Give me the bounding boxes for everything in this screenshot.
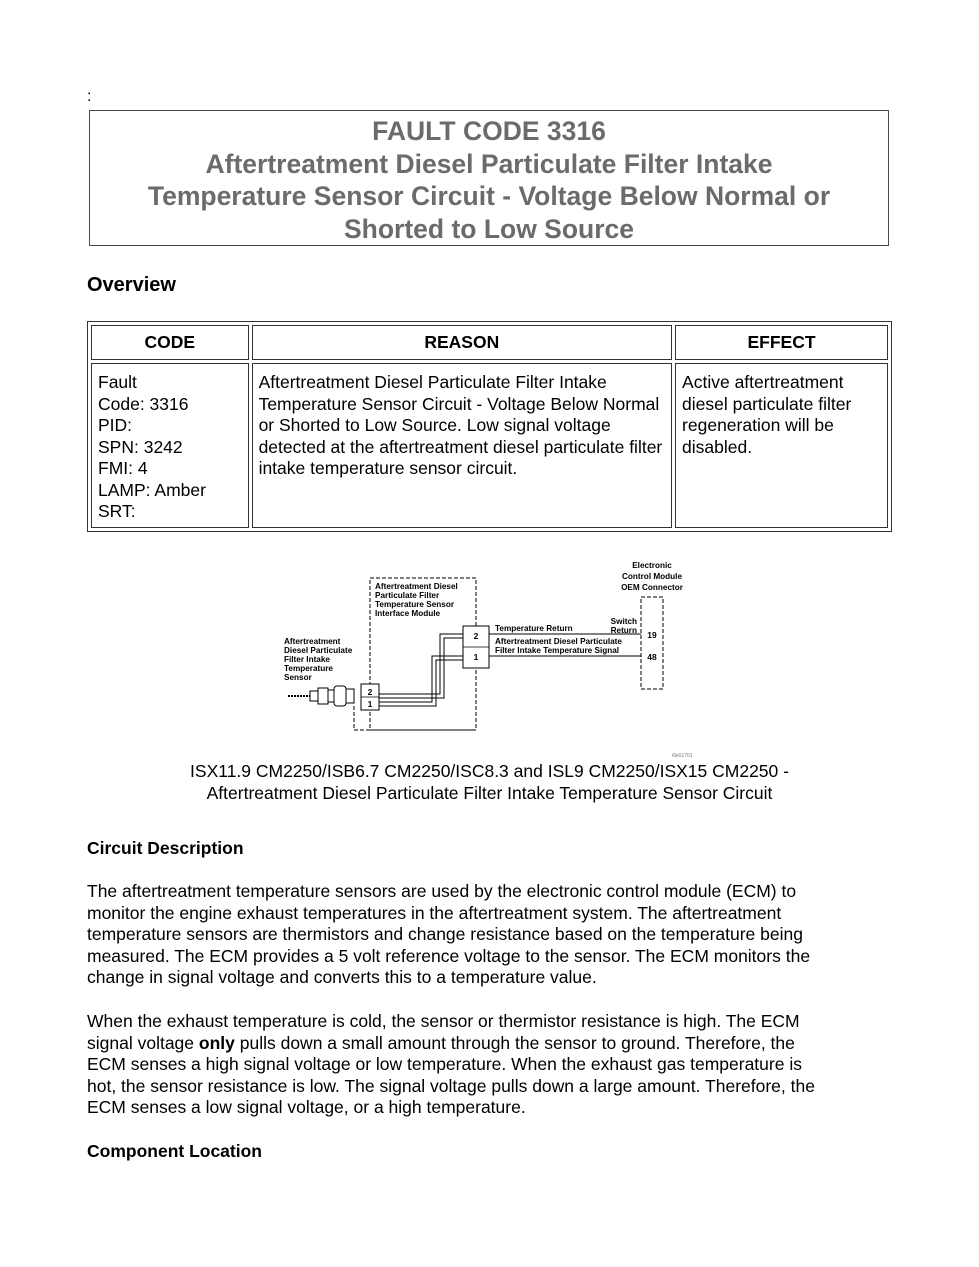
temperature-sensor-icon [288, 686, 354, 706]
paragraph-line: ECM senses a high signal voltage or low temperature. When the exhaust gas temperature is [87, 1054, 802, 1075]
paragraph-line: measured. The ECM provides a 5 volt reference voltage to the sensor. The ECM monitors the [87, 945, 811, 966]
paragraph-line: monitor the engine exhaust temperatures in the aftertreatment system. The aftertreatment [87, 902, 782, 923]
paragraph-line: The aftertreatment temperature sensors are used by the electronic control module (ECM) to [87, 881, 797, 901]
paragraph-line: temperature sensors are thermistors and change resistance based on the temperature being [87, 924, 803, 945]
code-line: Code: 3316 [98, 393, 189, 414]
sensor-pin-2: 2 [367, 687, 373, 697]
title-line: Temperature Sensor Circuit - Voltage Below Normal or [147, 181, 831, 211]
caption-line: Aftertreatment Diesel Particulate Filter Intake Temperature Sensor Circuit [206, 783, 773, 803]
module-label-line: Interface Module [375, 609, 441, 618]
sensor-label-line: Aftertreatment [284, 637, 341, 646]
signal-label-line: Filter Intake Temperature Signal [495, 646, 620, 655]
paragraph-line: change in signal voltage and converts this to a temperature value. [87, 967, 597, 988]
header-effect: EFFECT [675, 325, 888, 360]
emphasis-only: only [198, 1032, 235, 1053]
switch-return-label: Return [610, 626, 637, 635]
figure-id: i9e01701 [672, 753, 693, 759]
ecm-label-line: Control Module [621, 572, 683, 581]
table-row [91, 363, 888, 528]
ecm-label-line: OEM Connector [621, 583, 683, 592]
cell-effect: Active aftertreatment diesel particulate filter regeneration will be disabled. [675, 363, 888, 528]
fault-code-title-box [89, 110, 889, 246]
sensor-pin-1: 1 [367, 699, 373, 709]
page-colon: : [87, 88, 92, 105]
header-code: CODE [91, 325, 249, 360]
header-reason: REASON [252, 325, 672, 360]
circuit-description-heading: Circuit Description [87, 838, 244, 858]
cell-reason: Aftertreatment Diesel Particulate Filter Intake Temperature Sensor Circuit - Voltage Below Normal or Shorted to Low Source. Low signal voltage detected at the aftertreatment diesel particulate filter intake temperature sensor circuit. [252, 363, 672, 528]
module-label-line: Aftertreatment Diesel [375, 582, 458, 591]
sensor-label-line: Diesel Particulate [284, 646, 353, 655]
module-label-line: Temperature Sensor [375, 600, 455, 609]
module-pin-2: 2 [473, 631, 479, 641]
code-line: SRT: [98, 501, 136, 521]
code-line: LAMP: Amber [98, 479, 206, 500]
circuit-paragraph-1 [87, 881, 897, 989]
sensor-label-line: Temperature [284, 664, 333, 673]
module-pin-1: 1 [473, 652, 479, 662]
sensor-label-line: Filter Intake [284, 655, 330, 664]
code-line: Fault [98, 372, 137, 392]
overview-table [87, 321, 892, 532]
ecm-label-line: Electronic [632, 561, 672, 570]
code-line: PID: [98, 415, 133, 435]
wiring-diagram [280, 556, 720, 761]
title-line: Aftertreatment Diesel Particulate Filter Intake [205, 148, 773, 179]
paragraph-line [87, 1033, 897, 1055]
ecm-pin-48: 48 [647, 652, 657, 662]
module-label-line: Particulate Filter [375, 591, 440, 600]
ecm-connector-box [641, 597, 663, 689]
paragraph-line: When the exhaust temperature is cold, the sensor or thermistor resistance is high. The ECM [87, 1011, 800, 1031]
title-line: Shorted to Low Source [343, 213, 635, 244]
overview-heading: Overview [87, 274, 176, 296]
title-line: FAULT CODE 3316 [372, 116, 606, 146]
text-run: signal voltage [87, 1032, 199, 1053]
caption-line: ISX11.9 CM2250/ISB6.7 CM2250/ISC8.3 and ISL9 CM2250/ISX15 CM2250 - [190, 761, 789, 781]
component-location-heading: Component Location [87, 1141, 262, 1161]
paragraph-line: hot, the sensor resistance is low. The signal voltage pulls down a large amount. Therefore, the [87, 1075, 815, 1096]
circuit-paragraph-2 [87, 1011, 897, 1119]
code-line: SPN: 3242 [98, 436, 183, 457]
text-run: pulls down a small amount through the sensor to ground. Therefore, the [234, 1032, 795, 1053]
signal-label-line: Aftertreatment Diesel Particulate [495, 637, 622, 646]
cell-code [91, 363, 249, 528]
temp-return-label: Temperature Return [495, 624, 573, 633]
switch-return-label: Switch [610, 617, 637, 626]
code-line: FMI: 4 [98, 458, 148, 478]
ecm-pin-19: 19 [647, 630, 657, 640]
table-header-row [91, 325, 888, 360]
figure-caption [87, 760, 892, 804]
sensor-label-line: Sensor [284, 673, 312, 682]
paragraph-line: ECM senses a low signal voltage, or a high temperature. [87, 1097, 526, 1118]
